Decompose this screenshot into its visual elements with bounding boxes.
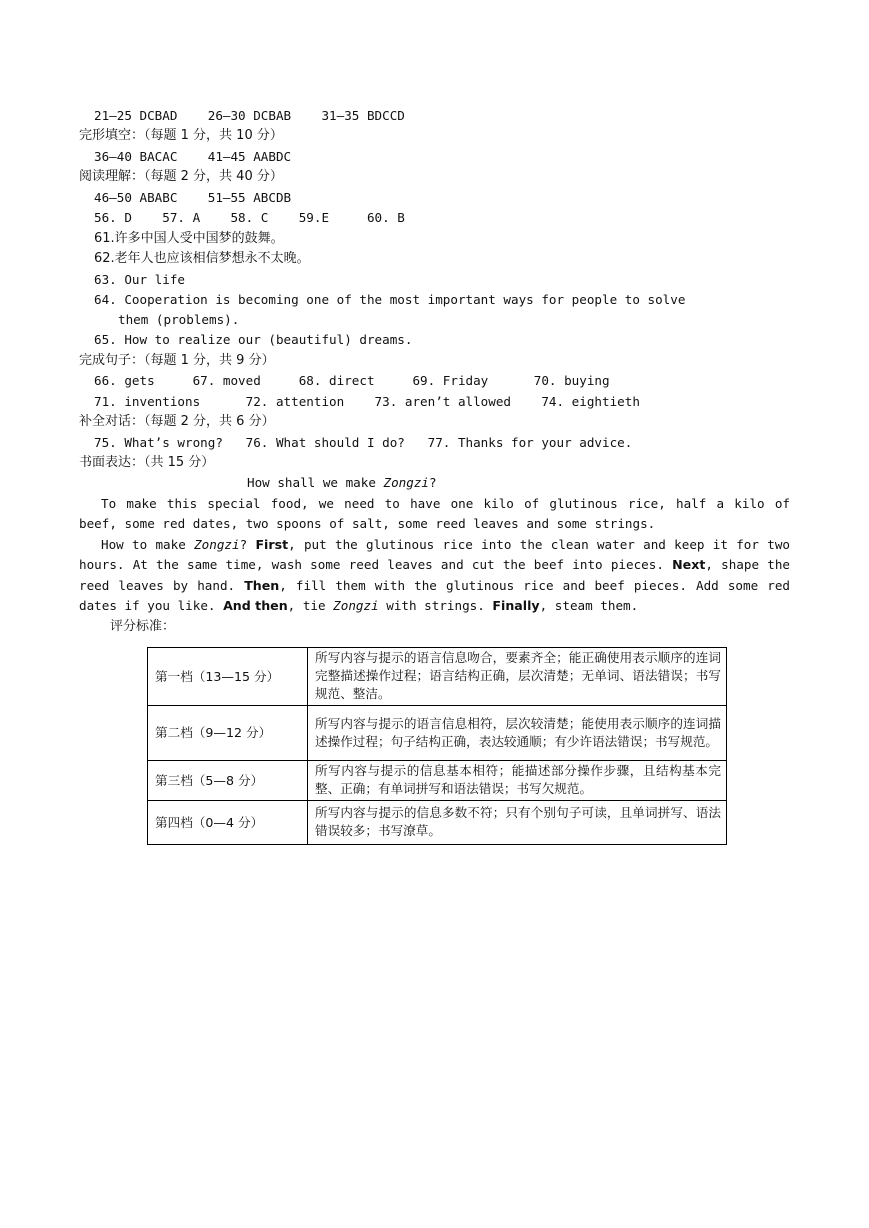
essay-connective-first: First <box>255 537 289 552</box>
grading-row <box>148 761 727 801</box>
grading-level: 第二档（9—12 分） <box>148 706 308 761</box>
grading-row <box>148 801 727 845</box>
answer-61: 61.许多中国人受中国梦的鼓舞。 <box>94 231 284 246</box>
answer-62: 62.老年人也应该相信梦想永不太晚。 <box>94 251 310 266</box>
essay-title <box>247 473 437 493</box>
grading-level: 第一档（13—15 分） <box>148 648 308 706</box>
grading-level: 第四档（0—4 分） <box>148 801 308 845</box>
answer-row-75-77: 75. What’s wrong? 76. What should I do? 77. Thanks for your advice. <box>94 435 633 450</box>
essay-title-pre: How shall we make <box>247 475 384 490</box>
grading-table <box>147 647 727 845</box>
essay-p2-zongzi: Zongzi <box>333 598 379 614</box>
writing-section-header: 书面表达：（共 15 分） <box>79 455 215 470</box>
essay-p2-text: , shape the reed leaves by hand. <box>79 557 791 593</box>
answer-65: 65. How to realize our (beautiful) dreams. <box>94 332 413 347</box>
answer-63: 63. Our life <box>94 272 185 287</box>
grading-description: 所写内容与提示的信息多数不符；只有个别句子可读，且单词拼写、语法错误较多；书写潦草。 <box>308 801 727 845</box>
grading-description: 所写内容与提示的信息基本相符；能描述部分操作步骤，且结构基本完整、正确；有单词拼写和语法错误；书写欠规范。 <box>308 761 727 801</box>
answer-row-21-35: 21—25 DCBAD 26—30 DCBAB 31—35 BDCCD <box>94 108 405 123</box>
essay-connective-and-then: And then <box>223 598 288 614</box>
essay-p2-text: , put the glutinous rice into the clean water and keep it for two hours. At the same time, wash some reed leaves and cut the beef into pieces. <box>79 537 790 573</box>
essay-p2-text: , fill them with the glutinous rice and beef pieces. Add some red dates if you like. <box>79 577 790 614</box>
answer-row-56-60: 56. D 57. A 58. C 59.E 60. B <box>94 210 405 225</box>
essay-connective-next: Next <box>672 557 706 573</box>
grading-label: 评分标准： <box>110 619 176 634</box>
grading-row <box>148 706 727 761</box>
essay-p2-zongzi: Zongzi <box>194 537 240 552</box>
dialogue-section-header: 补全对话：（每题 2 分，共 6 分） <box>79 414 275 429</box>
essay-p2-text: How to make <box>101 537 195 552</box>
answer-row-36-45: 36—40 BACAC 41—45 AABDC <box>94 149 292 164</box>
answer-row-66-70: 66. gets 67. moved 68. direct 69. Friday 70. buying <box>94 373 610 388</box>
answer-row-46-55: 46—50 ABABC 51—55 ABCDB <box>94 190 292 205</box>
answer-row-71-74: 71. inventions 72. attention 73. aren’t allowed 74. eightieth <box>94 394 640 409</box>
reading-section-header: 阅读理解：（每题 2 分，共 40 分） <box>79 169 283 184</box>
grading-description: 所写内容与提示的语言信息相符，层次较清楚；能使用表示顺序的连词描述操作过程；句子结构正确，表达较通顺；有少许语法错误；书写规范。 <box>308 706 727 761</box>
grading-level: 第三档（5—8 分） <box>148 761 308 801</box>
essay-p1-text: To make this special food, we need to have one kilo of glutinous rice, half a kilo of beef, some red dates, two spoons of salt, some reed leaves and some strings. <box>79 496 790 532</box>
essay-connective-finally: Finally <box>492 598 540 614</box>
essay-p2-text: , steam them. <box>539 598 639 614</box>
essay-paragraph-2 <box>79 535 790 617</box>
sentence-section-header: 完成句子：（每题 1 分，共 9 分） <box>79 353 275 368</box>
essay-p2-text: , tie <box>287 598 334 614</box>
grading-description: 所写内容与提示的语言信息吻合，要素齐全；能正确使用表示顺序的连词完整描述操作过程；语言结构正确，层次清楚；无单词、语法错误；书写规范、整洁。 <box>308 648 727 706</box>
grading-row <box>148 648 727 706</box>
cloze-section-header: 完形填空：（每题 1 分，共 10 分） <box>79 128 283 143</box>
essay-paragraph-1 <box>79 494 790 535</box>
essay-p2-text: with strings. <box>378 598 493 614</box>
essay-title-post: ? <box>428 475 437 490</box>
essay-title-zongzi: Zongzi <box>383 475 429 490</box>
essay-p2-text: ? <box>239 537 256 552</box>
answer-64-line2: them (problems). <box>118 312 240 327</box>
essay-connective-then: Then <box>244 577 280 593</box>
answer-64-line1: 64. Cooperation is becoming one of the most important ways for people to solve <box>94 292 686 307</box>
